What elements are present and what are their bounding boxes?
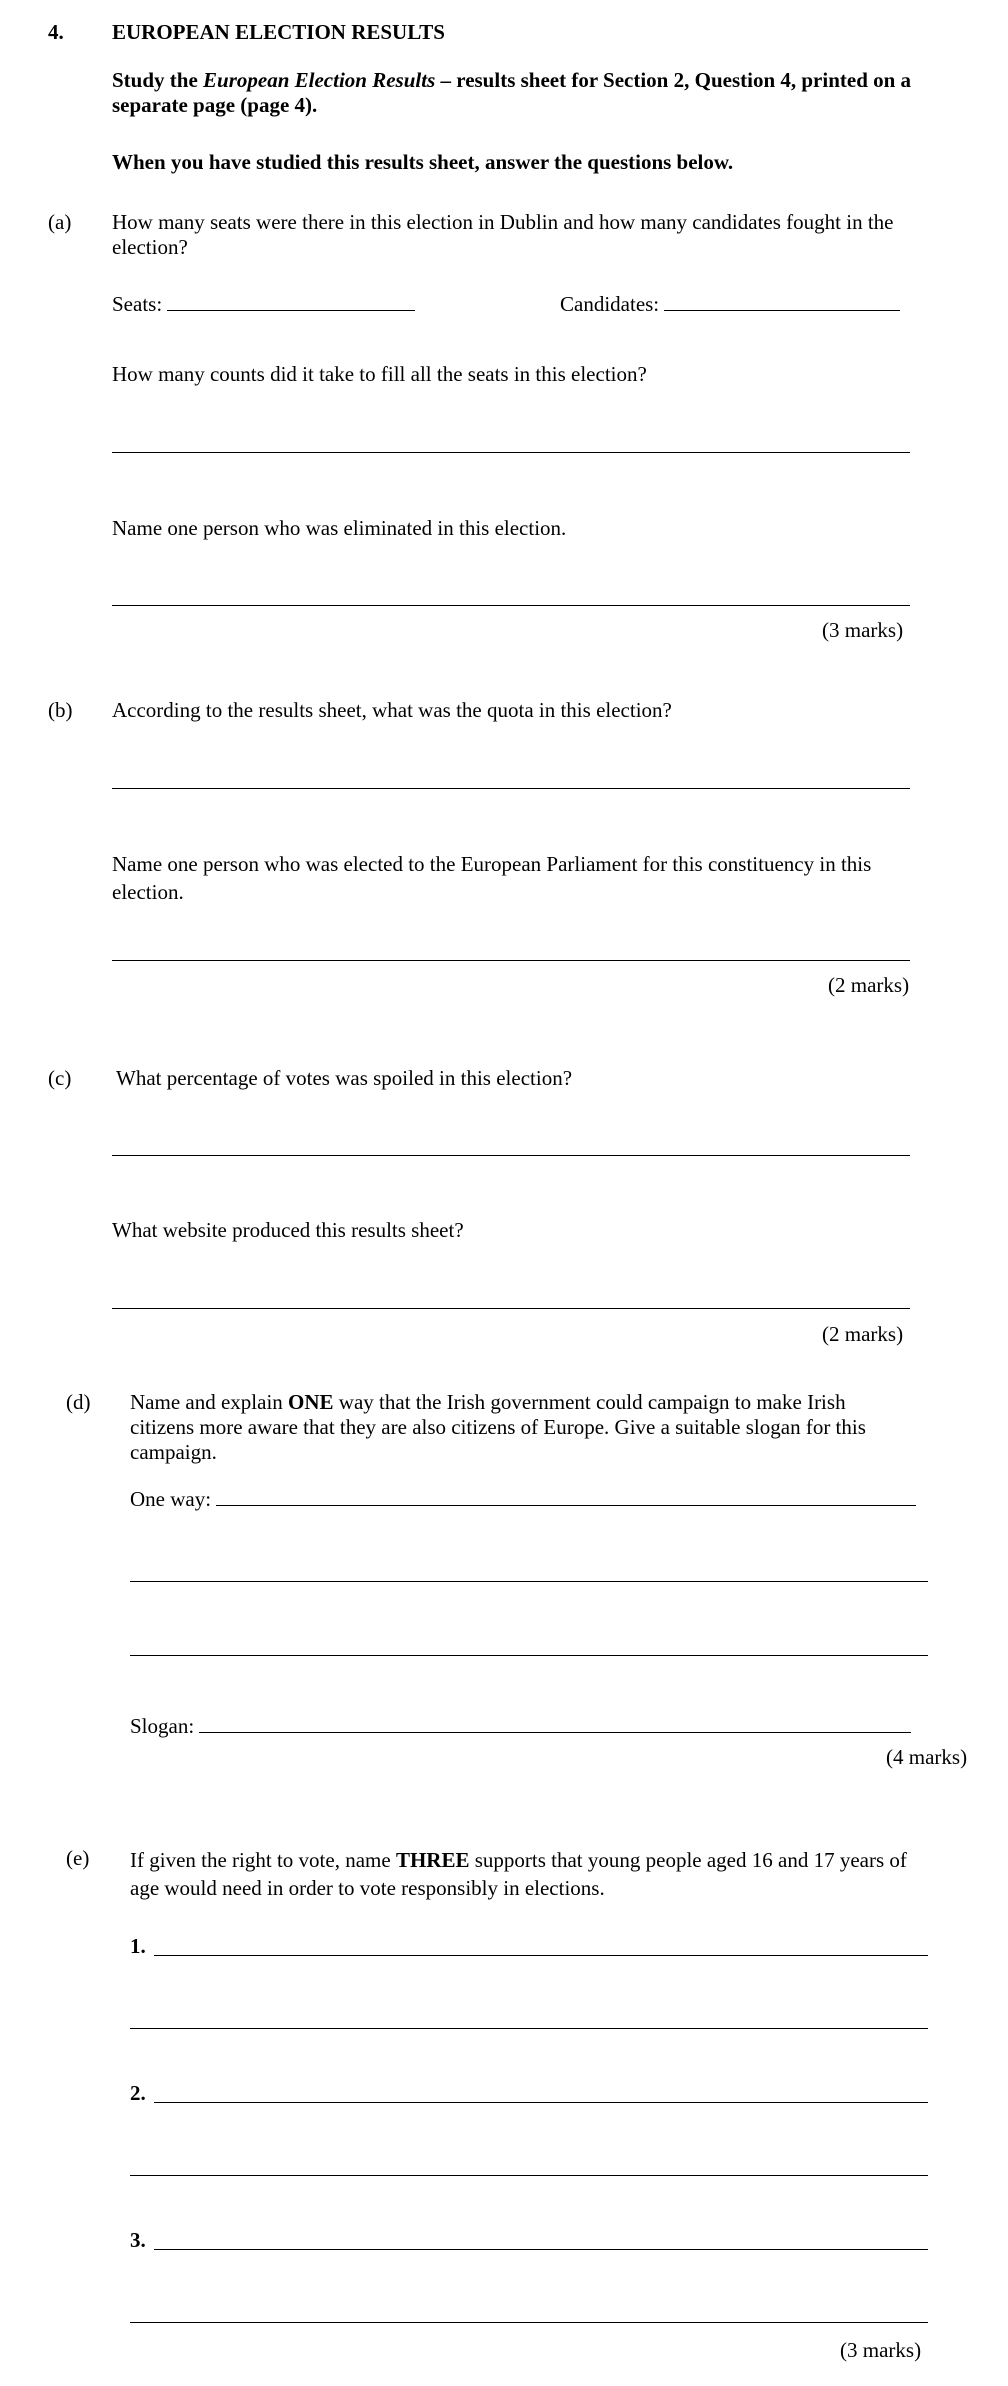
part-e-item-3-line[interactable]	[154, 2249, 928, 2250]
part-a-label: (a)	[48, 210, 72, 234]
instruction-text: When you have studied this results sheet, answer the questions below.	[112, 150, 734, 174]
part-c-answer-line-1[interactable]	[112, 1155, 910, 1156]
part-e-item-2-line[interactable]	[154, 2102, 928, 2103]
intro-text	[112, 68, 982, 118]
part-d-label: (d)	[66, 1390, 91, 1414]
part-e-item-1-number: 1.	[130, 1934, 146, 1958]
part-e-question-bold: THREE	[395, 1848, 470, 1872]
part-b-label: (b)	[48, 698, 73, 722]
part-a-question-1: How many seats were there in this election in Dublin and how many candidates fought in the election?	[112, 210, 894, 259]
question-number: 4.	[48, 20, 64, 44]
part-e-label: (e)	[66, 1846, 90, 1870]
part-a-question-2: How many counts did it take to fill all the seats in this election?	[112, 362, 647, 386]
question-title: EUROPEAN ELECTION RESULTS	[112, 20, 445, 44]
part-c-question-2: What website produced this results sheet?	[112, 1218, 464, 1242]
candidates-field[interactable]	[560, 292, 900, 317]
part-c-answer-line-2[interactable]	[112, 1308, 910, 1309]
part-e-item-3-line-2[interactable]	[130, 2322, 928, 2323]
seats-field[interactable]	[112, 292, 415, 317]
part-e-item-1-line-2[interactable]	[130, 2028, 928, 2029]
candidates-answer-line[interactable]	[664, 309, 900, 311]
slogan-field[interactable]	[130, 1714, 911, 1739]
part-a-answer-line-2[interactable]	[112, 605, 910, 606]
seats-label: Seats:	[112, 292, 163, 316]
part-d-question-part1: Name and explain	[130, 1390, 289, 1414]
slogan-label: Slogan:	[130, 1714, 195, 1738]
part-b-question-2: Name one person who was elected to the European Parliament for this constituency in this election.	[112, 852, 872, 904]
seats-answer-line[interactable]	[167, 309, 415, 311]
intro-part1: Study the	[112, 68, 204, 92]
part-e-marks: (3 marks)	[840, 2338, 922, 2362]
part-e-item-2-line-2[interactable]	[130, 2175, 928, 2176]
part-e-question	[130, 1846, 940, 1902]
part-a-question-3: Name one person who was eliminated in this election.	[112, 516, 567, 540]
part-d-answer-line-2[interactable]	[130, 1581, 928, 1582]
part-c-question-1: What percentage of votes was spoiled in this election?	[116, 1066, 573, 1090]
candidates-label: Candidates:	[560, 292, 660, 316]
part-b-question-1: According to the results sheet, what was the quota in this election?	[112, 698, 672, 722]
one-way-label: One way:	[130, 1487, 212, 1511]
part-c-marks: (2 marks)	[822, 1322, 904, 1346]
part-a-marks: (3 marks)	[822, 618, 904, 642]
part-b-marks: (2 marks)	[828, 973, 910, 997]
part-a-answer-line-1[interactable]	[112, 452, 910, 453]
part-e-question-part2: supports that young people aged 16 and 17 years of age would need in order to vote responsibly in elections.	[130, 1848, 907, 1900]
part-c-label: (c)	[48, 1066, 72, 1090]
part-d-answer-line-3[interactable]	[130, 1655, 928, 1656]
part-e-item-1-line[interactable]	[154, 1955, 928, 1956]
part-d-question	[130, 1390, 910, 1465]
slogan-answer-line[interactable]	[199, 1731, 911, 1733]
one-way-answer-line[interactable]	[216, 1504, 916, 1506]
part-b-answer-line-2[interactable]	[112, 960, 910, 961]
one-way-field[interactable]	[130, 1487, 916, 1512]
part-e-item-2-number: 2.	[130, 2081, 146, 2105]
part-b-answer-line-1[interactable]	[112, 788, 910, 789]
part-d-question-part2: way that the Irish government could campaign to make Irish citizens more aware that they are also citizens of Europe. Give a suitable slogan for this campaign.	[130, 1390, 866, 1464]
part-d-question-bold: ONE	[288, 1390, 334, 1414]
intro-italic: European Election Results	[203, 68, 436, 92]
part-e-question-part1: If given the right to vote, name	[130, 1848, 396, 1872]
intro-part2: – results sheet for Section 2, Question 4, printed on a separate page (page 4).	[112, 68, 912, 117]
part-e-item-3-number: 3.	[130, 2228, 146, 2252]
part-d-marks: (4 marks)	[886, 1745, 968, 1769]
